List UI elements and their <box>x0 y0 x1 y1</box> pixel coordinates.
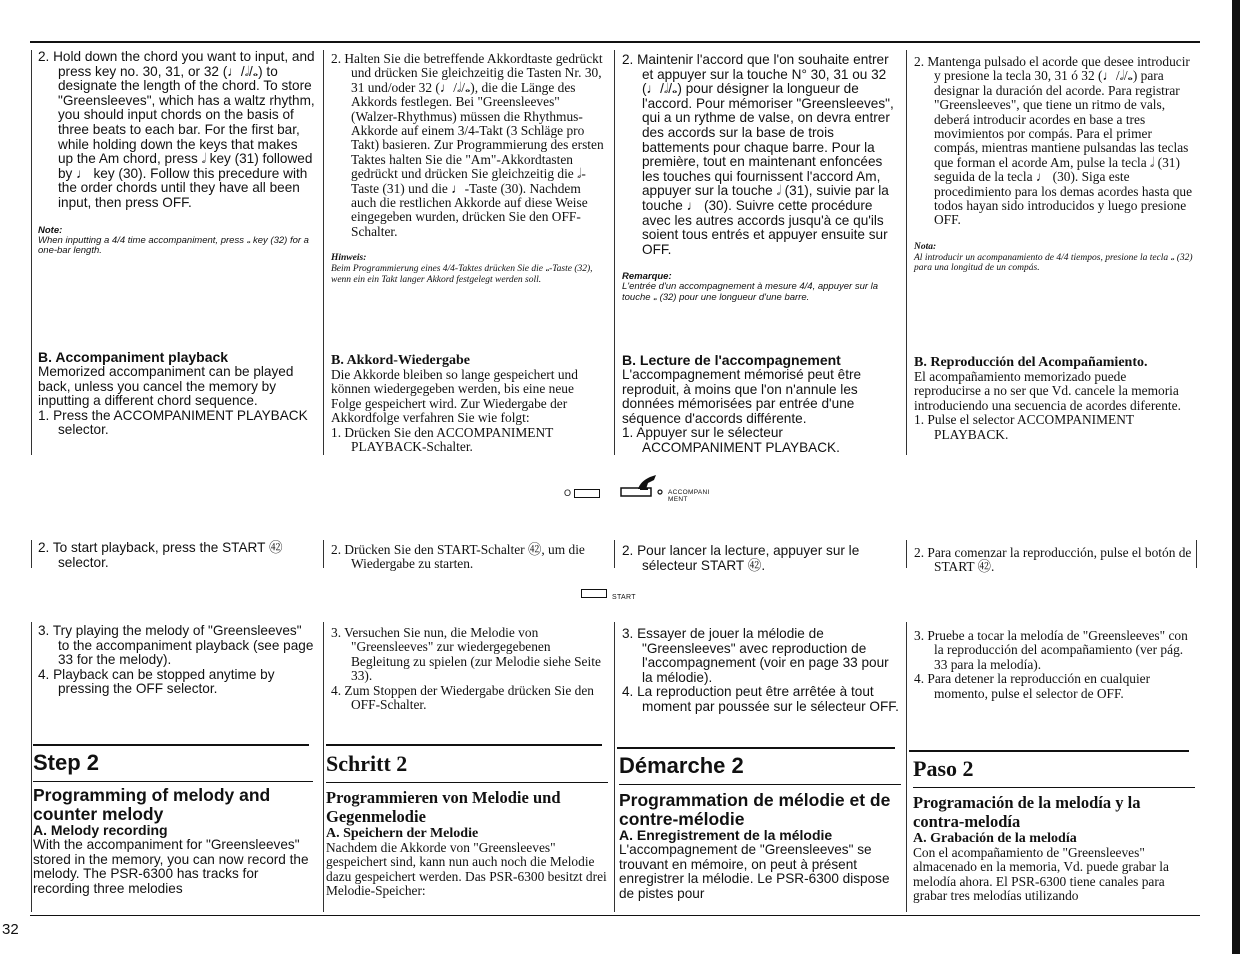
section-text: Memorized accompaniment can be played back, unless you cancel the memory by inputting a different chord sequence. <box>38 364 294 409</box>
column-german-step <box>326 751 608 899</box>
subsection-text: With the accompaniment for "Greensleeves" stored in the memory, you can now record the melody. The PSR-6300 has tracks for recording three melodies <box>33 837 309 896</box>
column-divider <box>906 622 907 912</box>
section-heading: B. Reproducción del Acompañamiento. <box>914 355 1148 370</box>
column-divider <box>614 50 615 455</box>
section-text: Die Akkorde bleiben so lange gespeichert und können wiedergegeben werden, bis eine neue Folge gespeichert wird. Zur Wiedergabe der Akkordfolge verfahren Sie wie folgt: <box>331 367 578 426</box>
step-rule <box>909 750 1189 752</box>
step-sub-rule <box>326 782 608 783</box>
top-rule <box>30 41 1200 43</box>
step-item-3: 3. Essayer de jouer la mélodie de "Greensleeves" avec reproduction de l'accompagnement (voir en page 33 pour la mélodie). <box>622 626 889 685</box>
column-divider <box>906 50 907 455</box>
column-german-lower <box>331 626 607 712</box>
step-heading: Paso 2 <box>913 756 974 781</box>
step-rule <box>617 747 895 749</box>
column-french-lower <box>622 627 900 715</box>
step-item-1: 1. Drücken Sie den ACCOMPANIMENT PLAYBACK-Schalter. <box>331 424 554 455</box>
step-item-start: 2. Drücken Sie den START-Schalter ㊷, um die Wiedergabe zu starten. <box>331 542 585 572</box>
step-item-4: 4. Para detener la reproducción en cualquier momento, pulse el selector de OFF. <box>914 671 1151 701</box>
step-item-1: 1. Press the ACCOMPANIMENT PLAYBACK selector. <box>38 407 308 438</box>
column-spanish-upper <box>914 55 1194 274</box>
step-rule <box>33 744 309 746</box>
section-text: L'accompagnement mémorisé peut être reproduit, à moins que l'on n'annule les données mémorisées par entrée d'une séquence d'accords différente. <box>622 367 862 426</box>
subsection-text: L'accompagnement de "Greensleeves" se trouvant en mémoire, on peut à présent enregistrer la mélodie. Le PSR-6300 dispose de pistes pour <box>619 842 890 901</box>
subsection-text: Con el acompañamiento de "Greensleeves" almacenado en la memoria, Vd. puede grabar la melodía ahora. El PSR-6300 tiene canales para grabar tres melodías utilizando <box>913 845 1169 904</box>
step-item-start: 2. Para comenzar la reproducción, pulse el botón de START ㊷. <box>914 545 1192 575</box>
column-divider <box>323 50 324 455</box>
note-heading: Nota: <box>914 241 937 252</box>
column-divider <box>1196 540 1197 568</box>
off-selector-illustration <box>574 489 600 498</box>
note-text: When inputting a 4/4 time accompaniment, press 𝅝 key (32) for a one-bar length. <box>38 234 309 257</box>
step-item-3: 3. Try playing the melody of "Greensleeves" to the accompaniment playback (see page 33 for the melody). <box>38 623 314 668</box>
step-item-4: 4. La reproduction peut être arrêtée à tout moment par poussée sur le sélecteur OFF. <box>622 684 899 714</box>
column-german-upper <box>331 52 607 285</box>
column-english-upper <box>38 50 316 257</box>
column-spanish-playback <box>914 355 1194 442</box>
step-title: Programación de la melodía y la contra-melodía <box>913 793 1141 831</box>
column-divider <box>31 50 32 455</box>
column-english-start <box>38 541 316 570</box>
column-french-playback <box>622 353 900 456</box>
column-spanish-start <box>914 546 1194 575</box>
subsection-text: Nachdem die Akkorde von "Greensleeves" gespeichert sind, kann nun auch noch die Melodie dazu gespeichert werden. Das PSR-6300 besitzt drei Melodie-Speicher: <box>326 840 607 899</box>
note-text: Beim Programmierung eines 4/4-Taktes drücken Sie die 𝅝-Taste (32), wenn ein ein Takt langer Akkord festgelegt werden soll. <box>331 264 593 285</box>
column-spanish-step <box>913 756 1195 904</box>
step-title: Programmieren von Melodie und Gegenmelodie <box>326 788 561 826</box>
note-heading: Remarque: <box>622 271 672 283</box>
step-sub-rule <box>33 781 313 782</box>
step-item-start: 2. To start playback, press the START ㊷ selector. <box>38 540 283 570</box>
step-item-3: 3. Versuchen Sie nun, die Melodie von "Greensleeves" zur wiedergegebenen Begleitung zu spielen (zur Melodie siehe Seite 33). <box>331 625 601 684</box>
start-selector-illustration <box>581 589 607 598</box>
column-english-step <box>33 750 313 896</box>
note-text: L'entrée d'un accompagnement à mesure 4/4, appuyer sur la touche 𝅝 (32) pour une longueur d'une barre. <box>622 281 879 303</box>
section-heading: B. Accompaniment playback <box>38 349 229 365</box>
column-english-playback <box>38 350 316 438</box>
column-divider <box>323 540 324 568</box>
start-selector-label: START <box>612 594 636 601</box>
step-item-2: 2. Halten Sie die betreffende Akkordtaste gedrückt und drücken Sie gleichzeitig die Tasten Nr. 30, 31 und/oder 32 (♩/𝅗𝅥/𝅝), die die Länge des Akkords festlegen. Bei "Greensleeves" (Walzer-Rhythmus) müssen die Rhythmus-Akkorde auf einem 3/4-Takt (3 Schläge pro Takt) basieren. Zur Programmierung des ersten Taktes halten Sie die "Am"-Akkordtasten gedrückt und drücken Sie gleichzeitig die 𝅗𝅥-Taste (31) und die ♩-Taste (30). Nachdem auch die restlichen Akkorde auf diese Weise eingegeben wurden, drücken Sie den OFF-Schalter. <box>331 51 604 239</box>
step-rule <box>326 744 602 746</box>
step-heading: Démarche 2 <box>619 753 744 778</box>
section-heading: B. Akkord-Wiedergabe <box>331 353 470 368</box>
step-item-2: 2. Maintenir l'accord que l'on souhaite entrer et appuyer sur la touche N° 30, 31 ou 32 (♩/𝅗𝅥/𝅝) pour désigner la longueur de l'accord. Pour mémoriser "Greensleeves", qui a un rythme de valse, on devra entrer des accords sur la base de trois battements pour chaque barre. Pour la première, tout en maintenant enfoncées les touches qui fournissent l'accord Am, appuyer sur la touche 𝅗𝅥 (31), suivie par la touche ♩ (30). Suivre cette procédure avec les autres accords jusqu'à ce qu'ils soient tous entrés et appuyer ensuite sur OFF. <box>622 52 894 257</box>
step-item-2: 2. Hold down the chord you want to input, and press key no. 30, 31, or 32 (♩/𝅗𝅥/𝅝) to designate the length of the chord. To store "Greensleeves", which has a waltz rhythm, you should input chords on the basis of three beats to each bar. For the first bar, while holding down the keys that makes up the Am chord, press 𝅗𝅥 key (31) followed by ♩ key (30). Follow this precedure with the order chords until they have all been input, then press OFF. <box>38 49 315 210</box>
step-title: Programmation de mélodie et de contre-mélodie <box>619 790 891 829</box>
column-french-start <box>622 544 900 573</box>
column-divider <box>31 540 32 568</box>
step-item-3: 3. Pruebe a tocar la melodía de "Greensleeves" con la reproducción del acompañamiento (ver pág. 33 para la melodía). <box>914 628 1188 672</box>
note-heading: Note: <box>38 224 63 236</box>
column-divider <box>31 622 32 912</box>
step-sub-rule <box>619 784 901 785</box>
column-english-lower <box>38 624 316 697</box>
column-divider <box>906 540 907 568</box>
note-heading: Hinweis: <box>331 253 367 264</box>
subsection-heading: A. Enregistrement de la mélodie <box>619 827 833 843</box>
step-item-2: 2. Mantenga pulsado el acorde que desee introducir y presione la tecla 30, 31 ó 32 (♩/𝅗𝅥/𝅝) para designar la duración del acorde. Para registrar "Greensleeves", que tiene un ritmo de vals, deberá introducir acordes en base a tres movimientos por compás. Para el primer compás, mientras mantiene pulsandas las teclas que forman el acorde Am, pulse la tecla 𝅗𝅥 (31) seguida de la tecla ♩ (30). Siga este procedimiento para los demas acordes hasta que todos hayan sido introducidos y luego presione OFF. <box>914 54 1193 228</box>
subsection-heading: A. Speichern der Melodie <box>326 826 479 841</box>
step-item-1: 1. Pulse el selector ACCOMPANIMENT PLAYBACK. <box>914 412 1134 442</box>
column-german-playback <box>331 353 607 454</box>
page-edge-bar <box>1232 0 1240 954</box>
bottom-rule <box>30 915 1200 916</box>
subsection-heading: A. Melody recording <box>33 822 168 838</box>
step-sub-rule <box>913 787 1195 788</box>
accompaniment-playback-selector-illustration <box>620 475 670 501</box>
page-number: 32 <box>2 921 19 938</box>
column-divider <box>323 622 324 912</box>
section-text: El acompañamiento memorizado puede reproducirse a no ser que Vd. cancele la memoria introduciendo una secuencia de acordes diferente. <box>914 369 1181 413</box>
subsection-heading: A. Grabación de la melodía <box>913 831 1077 846</box>
column-divider <box>614 540 615 568</box>
column-french-step <box>619 753 901 901</box>
section-heading: B. Lecture de l'accompagnement <box>622 352 841 368</box>
column-divider <box>614 622 615 912</box>
accompaniment-playback-label: ACCOMPANI MENT <box>668 489 710 503</box>
column-spanish-lower <box>914 629 1194 701</box>
step-item-start: 2. Pour lancer la lecture, appuyer sur le sélecteur START ㊷. <box>622 543 860 573</box>
off-indicator-label: O <box>564 488 572 498</box>
step-heading: Schritt 2 <box>326 751 408 776</box>
step-item-1: 1. Appuyer sur le sélecteur ACCOMPANIMENT PLAYBACK. <box>622 425 840 455</box>
column-french-upper <box>622 53 900 303</box>
note-text: Al introducir un acompanamiento de 4/4 tiempos, presione la tecla 𝅝 (32) para una longitud de un compás. <box>914 252 1193 274</box>
step-title: Programming of melody and counter melody <box>33 785 271 824</box>
step-item-4: 4. Zum Stoppen der Wiedergabe drücken Sie den OFF-Schalter. <box>331 682 594 713</box>
column-german-start <box>331 543 607 572</box>
step-heading: Step 2 <box>33 750 100 775</box>
step-item-4: 4. Playback can be stopped anytime by pressing the OFF selector. <box>38 666 275 697</box>
